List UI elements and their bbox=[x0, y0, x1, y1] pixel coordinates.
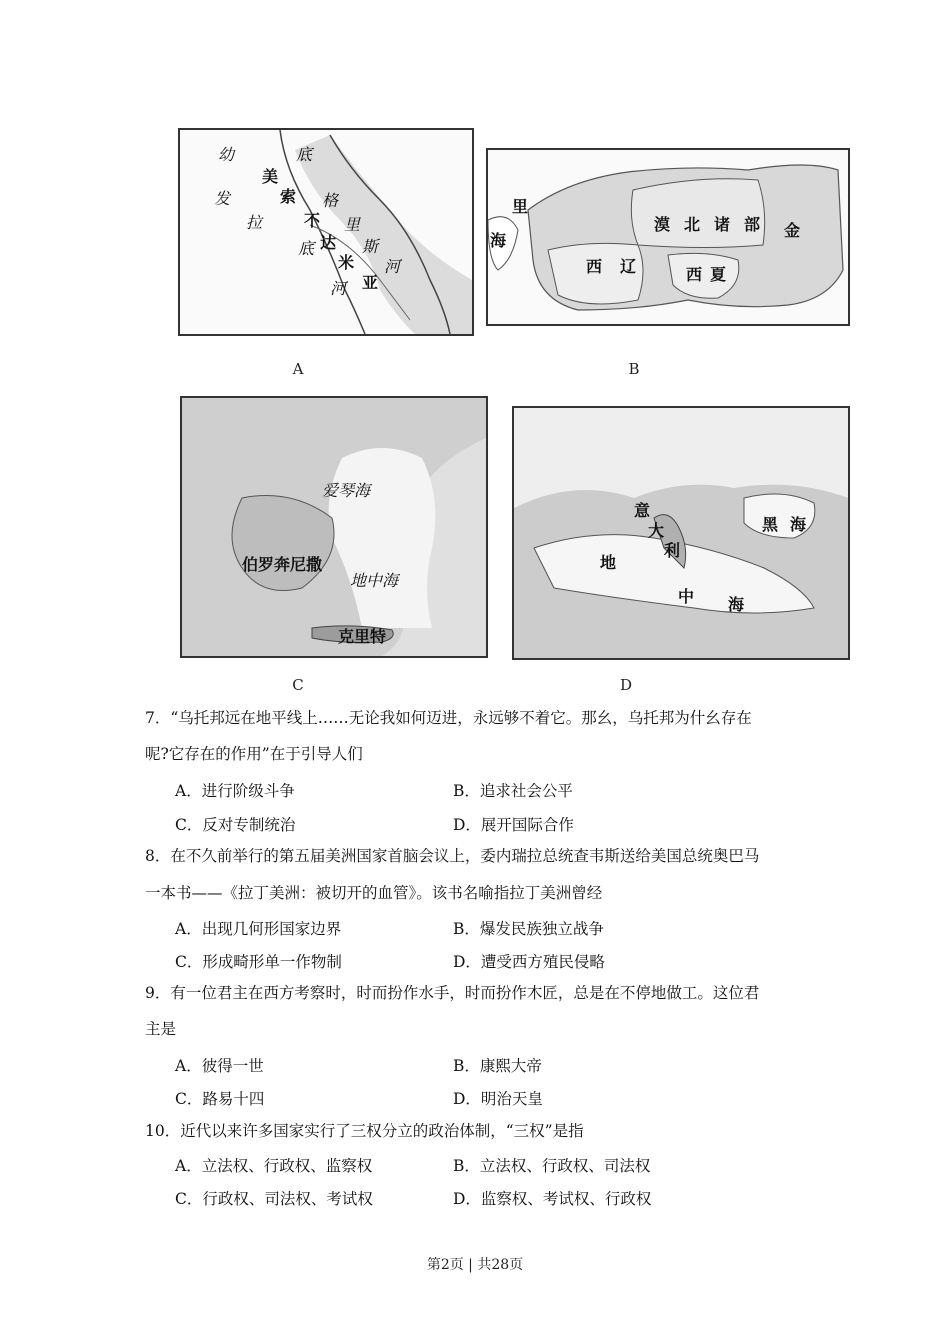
question-7-line-2: 呢?它存在的作用”在于引导人们 bbox=[145, 745, 363, 763]
page-footer: 第2页 | 共28页 bbox=[426, 1257, 524, 1273]
map-b-label-9: 辽 bbox=[620, 257, 637, 276]
question-7-option-c: C．反对专制统治 bbox=[175, 816, 296, 834]
map-c-label-2: 伯罗奔尼撒 bbox=[242, 555, 323, 574]
map-d-label-7: 中 bbox=[678, 587, 695, 606]
question-7-option-b: B．追求社会公平 bbox=[453, 782, 573, 800]
map-a-label-1: 幼 bbox=[218, 145, 235, 164]
map-c-terrain bbox=[182, 398, 486, 656]
question-9-option-c: C．路易十四 bbox=[175, 1090, 265, 1108]
map-b-label-8: 西 bbox=[586, 257, 603, 276]
map-d-label-6: 地 bbox=[600, 553, 617, 572]
map-d bbox=[512, 406, 850, 660]
question-10-option-b: B．立法权、行政权、司法权 bbox=[453, 1157, 651, 1175]
map-d-label-3: 利 bbox=[664, 541, 681, 560]
question-9-line-1: 9．有一位君主在西方考察时，时而扮作水手，时而扮作木匠，总是在不停地做工。这位君 bbox=[145, 984, 760, 1002]
map-b-label-4: 北 bbox=[684, 215, 701, 234]
question-8-option-b: B．爆发民族独立战争 bbox=[453, 920, 604, 938]
question-8-option-c: C．形成畸形单一作物制 bbox=[175, 953, 342, 971]
map-b-label-11: 夏 bbox=[710, 265, 727, 284]
map-a-caption: A bbox=[292, 360, 304, 378]
map-d-label-5: 海 bbox=[790, 515, 807, 534]
map-a-label-10: 亚 bbox=[362, 273, 379, 292]
map-b-label-3: 漠 bbox=[654, 215, 671, 234]
map-c bbox=[180, 396, 488, 658]
question-8-line-1: 8．在不久前举行的第五届美洲国家首脑会议上，委内瑞拉总统查韦斯送给美国总统奥巴马 bbox=[145, 847, 760, 865]
question-7-option-a: A．进行阶级斗争 bbox=[175, 782, 295, 800]
question-9-option-b: B．康熙大帝 bbox=[453, 1057, 542, 1075]
map-a-label-6: 索 bbox=[280, 187, 297, 206]
question-7-option-d: D．展开国际合作 bbox=[453, 816, 574, 834]
map-d-caption: D bbox=[619, 676, 633, 694]
question-9-line-2: 主是 bbox=[145, 1020, 177, 1038]
map-d-label-1: 意 bbox=[634, 501, 651, 520]
map-a-label-5: 美 bbox=[262, 167, 279, 186]
question-8-option-a: A．出现几何形国家边界 bbox=[175, 920, 342, 938]
question-8-option-d: D．遭受西方殖民侵略 bbox=[453, 953, 605, 971]
map-d-label-8: 海 bbox=[728, 595, 745, 614]
map-d-label-2: 大 bbox=[648, 521, 665, 540]
map-b-label-7: 金 bbox=[784, 221, 801, 240]
question-10-option-c: C．行政权、司法权、考试权 bbox=[175, 1190, 373, 1208]
map-a-label-4: 底 bbox=[296, 145, 313, 164]
question-9-option-a: A．彼得一世 bbox=[175, 1057, 264, 1075]
question-10-line-1: 10．近代以来许多国家实行了三权分立的政治体制，“三权”是指 bbox=[145, 1122, 584, 1140]
map-c-label-4: 克里特 bbox=[338, 627, 387, 646]
map-b-label-5: 诸 bbox=[714, 215, 731, 234]
map-a-label-12: 格 bbox=[322, 191, 339, 210]
map-c-caption: C bbox=[292, 676, 304, 694]
map-a-label-11: 底 bbox=[298, 239, 315, 258]
question-9-option-d: D．明治天皇 bbox=[453, 1090, 543, 1108]
map-a-label-2: 发 bbox=[214, 189, 231, 208]
map-b-label-10: 西 bbox=[686, 265, 703, 284]
question-8-line-2: 一本书——《拉丁美洲：被切开的血管》。该书名喻指拉丁美洲曾经 bbox=[145, 884, 603, 902]
map-a-label-3: 拉 bbox=[246, 213, 263, 232]
map-a-label-9: 米 bbox=[338, 253, 355, 272]
map-a-label-8: 达 bbox=[320, 233, 337, 252]
question-10-option-a: A．立法权、行政权、监察权 bbox=[175, 1157, 373, 1175]
map-a-label-15: 河 bbox=[384, 257, 401, 276]
map-a-label-7: 不 bbox=[304, 211, 321, 230]
map-c-label-3: 地中海 bbox=[350, 571, 399, 590]
question-7-line-1: 7．“乌托邦远在地平线上……无论我如何迈进，永远够不着它。那幺，乌托邦为什幺存在 bbox=[145, 709, 752, 727]
map-a-label-17: 河 bbox=[330, 279, 347, 298]
map-b-label-1: 里 bbox=[512, 197, 529, 216]
map-c-label-1: 爱琴海 bbox=[322, 481, 371, 500]
map-d-label-4: 黑 bbox=[762, 515, 779, 534]
map-b-caption: B bbox=[628, 360, 640, 378]
map-b-label-2: 海 bbox=[490, 231, 507, 250]
map-a bbox=[178, 128, 474, 336]
question-10-option-d: D．监察权、考试权、行政权 bbox=[453, 1190, 652, 1208]
map-a-label-14: 斯 bbox=[362, 237, 379, 256]
map-b-label-6: 部 bbox=[744, 215, 761, 234]
map-b bbox=[486, 148, 850, 326]
map-a-label-13: 里 bbox=[344, 215, 361, 234]
